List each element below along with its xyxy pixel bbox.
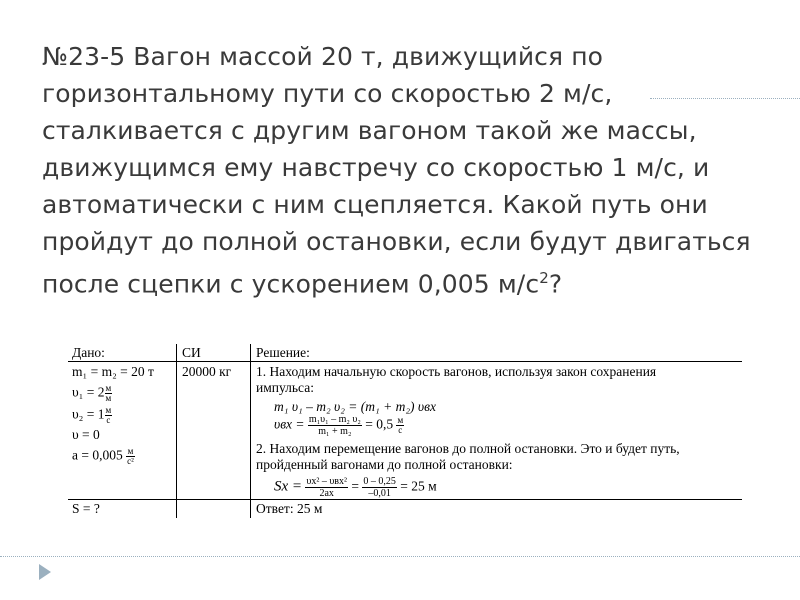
- table-col-divider-1: [176, 344, 177, 518]
- given-speed-1: υ₁ = 2 $\frac{м}{м}$: [72, 383, 112, 403]
- header-si: СИ: [182, 345, 201, 360]
- problem-text: №23-5 Вагон массой 20 т, движущийся по горизонтальному пути со скоростью 2 м/с, сталкивается с другим вагоном такой же массы, движущимся ему навстречу со скоростью 1 м/с, и автоматически с ним сцепляется. Какой путь они пройдут до полной остановки, если будут двигаться после сцепки с ускорением 0,005 м/с: [42, 42, 751, 299]
- triangle-bullet-icon: [39, 564, 51, 580]
- given-acceleration: a = 0,005 $\frac{м}{\text{с²}}$: [72, 446, 134, 466]
- problem-exponent: 2: [539, 269, 549, 287]
- table-col-divider-2: [250, 344, 251, 518]
- header-solution: Решение:: [256, 345, 310, 360]
- table-answer-divider: [68, 499, 742, 500]
- answer-text: Ответ: 25 м: [256, 501, 323, 516]
- given-mass: m₁ = m₂ = 20 т: [72, 364, 154, 379]
- si-mass-value: 20000 кг: [182, 364, 232, 379]
- decorative-dotted-rule-top: [650, 98, 800, 99]
- solution-table: [68, 344, 742, 518]
- problem-statement: [42, 38, 782, 302]
- displacement-formula: Sx = $\frac{\text{υx² – υвх²}}{2ax}$ = $\frac{0 - 0,25}{-0,01}$ = 25 м: [274, 476, 437, 499]
- header-given: Дано:: [72, 345, 105, 360]
- problem-question-mark: ?: [548, 269, 563, 299]
- given-speed-2: υ₂ = 1 $\frac{м}{с}$: [72, 405, 112, 425]
- initial-speed-formula: υвх = $\frac{\text{m₁υ₁ – m₂ υ₂}}{\text{m₁ + m₂}}$ = 0,5 $\frac{м}{с}$: [274, 414, 404, 437]
- momentum-equation: m₁ υ₁ – m₂ υ₂ = (m₁ + m₂) υвх: [274, 399, 436, 414]
- step-2-text: 2. Находим перемещение вагонов до полной остановки. Это и будет путь,: [256, 441, 680, 456]
- step-1-text-cont: импульса:: [256, 380, 314, 395]
- find-value: S = ?: [72, 501, 100, 516]
- given-final-speed: υ = 0: [72, 427, 100, 442]
- decorative-dotted-rule-bottom: [0, 556, 800, 557]
- step-1-text: 1. Находим начальную скорость вагонов, используя закон сохранения: [256, 364, 657, 379]
- table-header-divider: [68, 361, 742, 362]
- step-2-text-cont: пройденный вагонами до полной остановки:: [256, 457, 513, 472]
